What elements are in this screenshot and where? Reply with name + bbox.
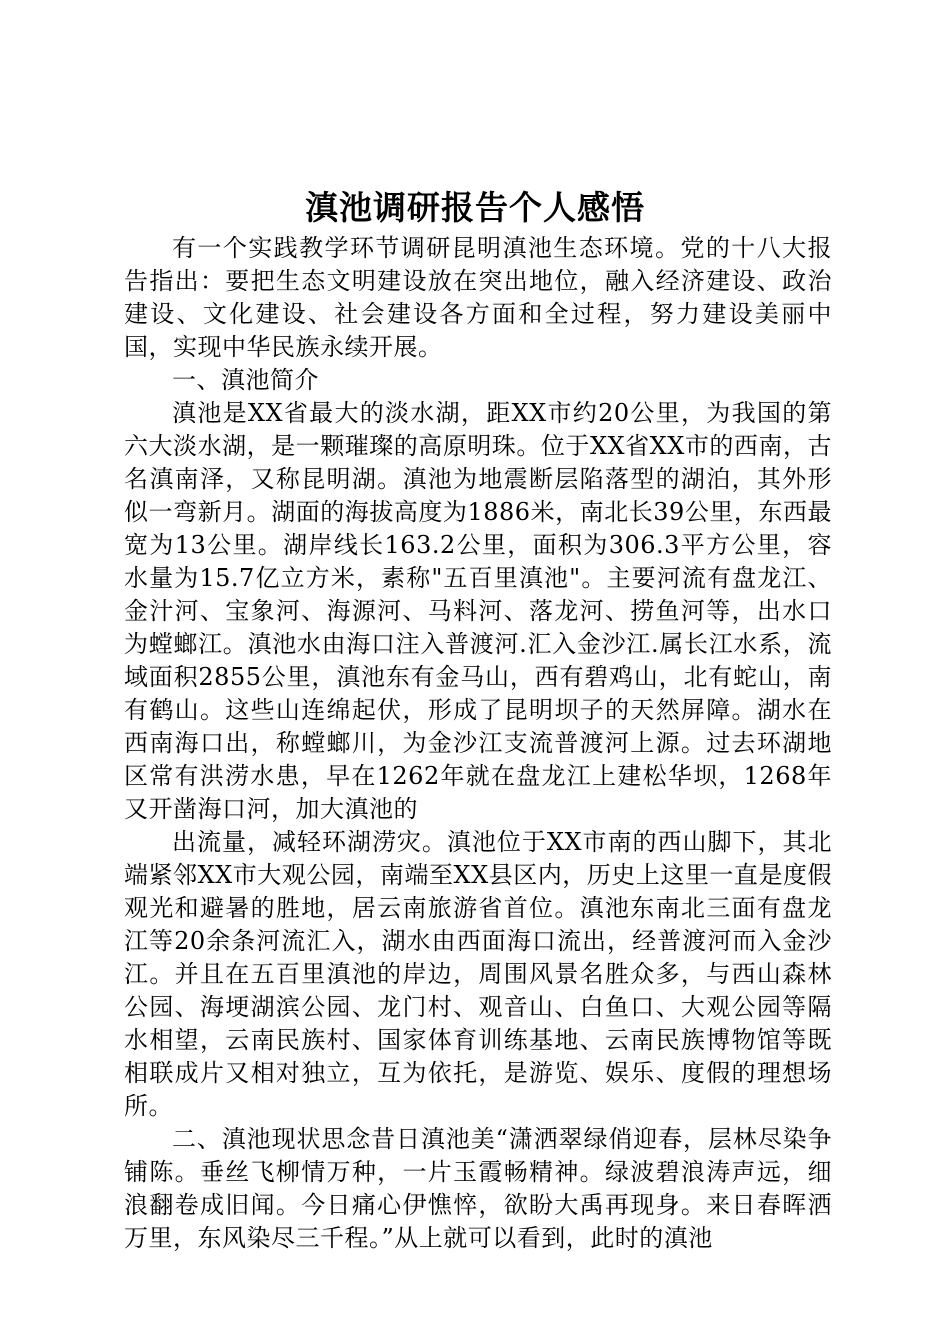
paragraph-overview-continued: 出流量，减轻环湖涝灾。滇池位于XX市南的西山脚下，其北端紧邻XX市大观公园，南端至XX县区内，历史上这里一直是度假观光和避暑的胜地，居云南旅游省首位。滇池东南北三面有盘龙江等20余条河流汇入，湖水由西面海口流出，经普渡河而入金沙江。并且在五百里滇池的岸边，周围风景名胜众多，与西山森林公园、海埂湖滨公园、龙门村、观音山、白鱼口、大观公园等隔水相望，云南民族村、国家体育训练基地、云南民族博物馆等既相联成片又相对独立，互为依托，是游览、娱乐、度假的理想场所。 (124, 828, 832, 1120)
document-title: 滇池调研报告个人感悟 (305, 188, 645, 227)
paragraph-intro: 有一个实践教学环节调研昆明滇池生态环境。党的十八大报告指出：要把生态文明建设放在突出地位，融入经济建设、政治建设、文化建设、社会建设各方面和全过程，努力建设美丽中国，实现中华民族永续开展。 (124, 234, 832, 361)
document-body (124, 232, 832, 1255)
section-heading-1: 一、滇池简介 (172, 366, 319, 394)
paragraph-overview: 滇池是XX省最大的淡水湖，距XX市约20公里，为我国的第六大淡水湖，是一颗璀璨的高原明珠。位于XX省XX市的西南，古名滇南泽，又称昆明湖。滇池为地震断层陷落型的湖泊，其外形似一弯新月。湖面的海拔高度为1886米，南北长39公里，东西最宽为13公里。湖岸线长163.2公里，面积为306.3平方公里，容水量为15.7亿立方米，素称"五百里滇池"。主要河流有盘龙江、金汁河、宝象河、海源河、马料河、落龙河、捞鱼河等，出水口为螳螂江。滇池水由海口注入普渡河.汇入金沙江.属长江水系，流域面积2855公里，滇池东有金马山，西有碧鸡山，北有蛇山，南有鹤山。这些山连绵起伏，形成了昆明坝子的天然屏障。湖水在西南海口出，称螳螂川，为金沙江支流普渡河上源。过去环湖地区常有洪涝水患，早在1262年就在盘龙江上建松华坝，1268年又开凿海口河，加大滇池的 (124, 399, 832, 823)
paragraph-status: 二、滇池现状思念昔日滇池美“潇洒翠绿俏迎春，层林尽染争铺陈。垂丝飞柳情万种，一片玉霞畅精神。绿波碧浪涛声远，细浪翻卷成旧闻。今日痛心伊憔悴，欲盼大禹再现身。来日春晖洒万里，东风染尽三千程。”从上就可以看到，此时的滇池 (124, 1125, 832, 1252)
